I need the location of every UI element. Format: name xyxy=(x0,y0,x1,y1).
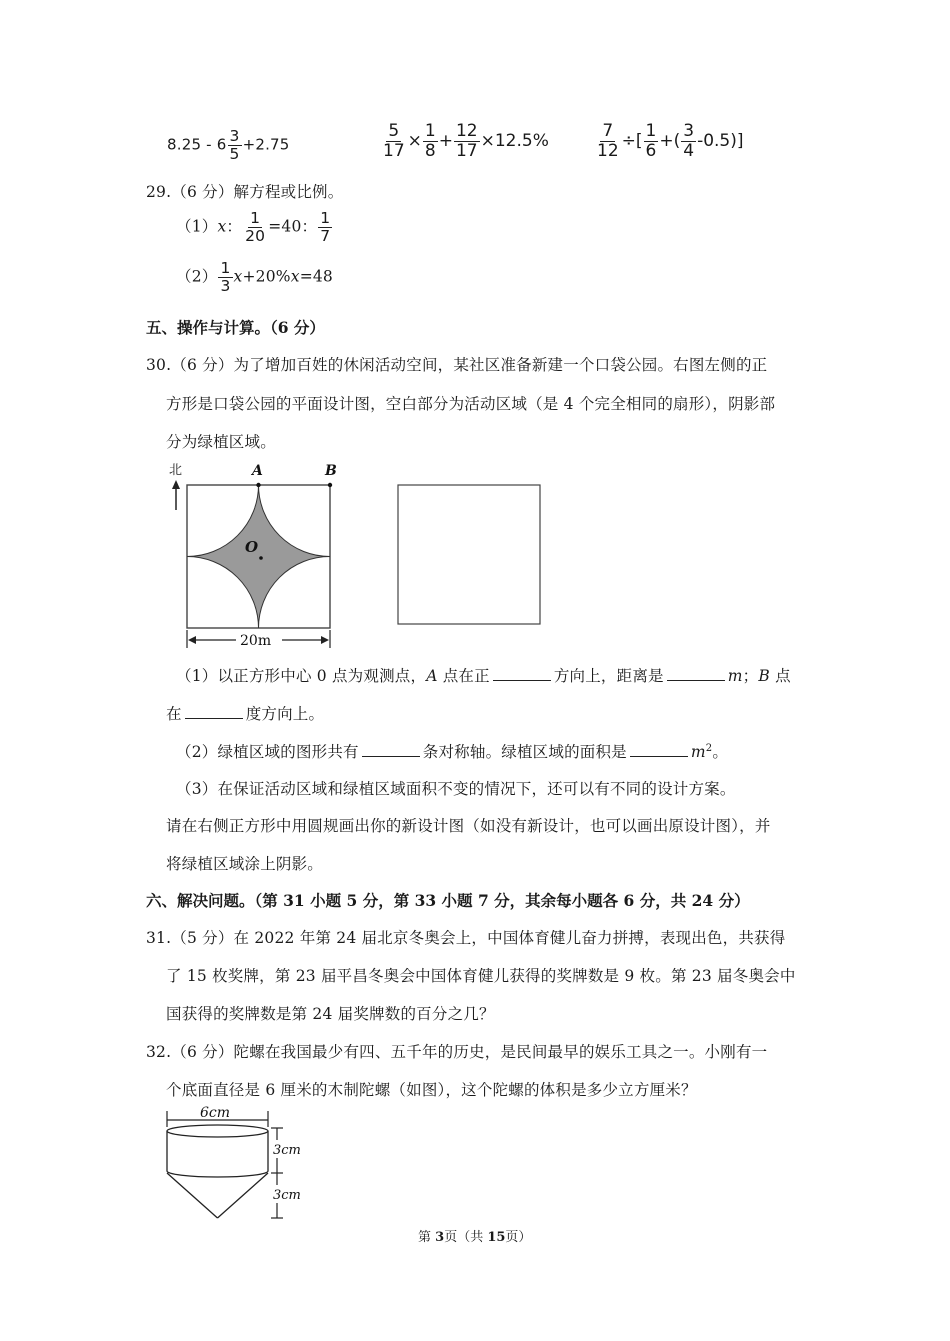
point-o-label: O xyxy=(245,538,259,556)
q30-sub3-line3: 将绿植区域涂上阴影。 xyxy=(166,855,324,873)
q30-line2: 方形是口袋公园的平面设计图，空白部分为活动区域（是 4 个完全相同的扇形），阴影部 xyxy=(166,395,776,413)
q29-p2-label: （2） xyxy=(176,267,218,286)
q29-p2-var: x xyxy=(233,267,243,286)
answer-blank-angle[interactable] xyxy=(185,704,243,719)
point-a-dot xyxy=(256,483,260,487)
cone-side-left xyxy=(167,1173,218,1218)
q29-p1-frac1: $\frac{1}{20}$ xyxy=(245,209,266,246)
calc-expr-1 xyxy=(167,128,290,163)
point-b-label: B xyxy=(325,463,337,479)
point-o-dot xyxy=(259,556,263,560)
footer-mid: 页（共 xyxy=(444,1230,488,1245)
park-design-figure xyxy=(160,458,550,658)
q30-s1-pre: （1）以正方形中心 0 点为观测点， xyxy=(176,667,427,685)
q31-line2: 了 15 枚奖牌，第 23 届平昌冬奥会中国体育健儿获得的奖牌数是 9 枚。第 23 届冬奥会中 xyxy=(166,967,796,985)
answer-blank-direction[interactable] xyxy=(493,666,551,681)
point-b-dot xyxy=(328,483,332,487)
expr1-a: 8.25 - 6 xyxy=(167,135,227,154)
q30-line1: 30.（6 分）为了增加百姓的休闲活动空间，某社区准备新建一个口袋公园。右图左侧的正 xyxy=(146,356,768,374)
north-arrow-head-icon xyxy=(172,480,180,489)
q29-p1-frac2: $\frac{1}{7}$ xyxy=(320,209,331,246)
point-a-label: A xyxy=(252,463,263,479)
q30-sub2 xyxy=(176,740,728,762)
height-label-cone: 3cm xyxy=(273,1188,301,1203)
q30-s2-end: 。 xyxy=(712,743,729,761)
q29-p1-var: x xyxy=(217,217,227,236)
expr1-fraction: $\frac{3}{5}$ xyxy=(229,127,240,164)
diameter-label: 6cm xyxy=(200,1105,231,1121)
cylinder-top xyxy=(167,1125,268,1137)
q29-stem: 29.（6 分）解方程或比例。 xyxy=(146,183,344,201)
spinning-top-figure xyxy=(160,1103,310,1228)
expr2-op2: + xyxy=(438,131,453,152)
expr3-tail: -0.5)] xyxy=(697,131,744,152)
footer-total-pages: 15 xyxy=(487,1230,506,1245)
q30-s1-unit: m xyxy=(727,667,743,685)
q30-sub3: （3）在保证活动区域和绿植区域面积不变的情况下，还可以有不同的设计方案。 xyxy=(176,780,736,798)
q30-line3: 分为绿植区域。 xyxy=(166,433,276,451)
q29-p2-tail: =48 xyxy=(299,267,333,286)
q30-s1b-end: 度方向上。 xyxy=(245,705,325,723)
q30-sub1-line1 xyxy=(176,664,791,686)
expr3-op1: ÷[ xyxy=(621,131,643,152)
width-arrow-left-icon xyxy=(188,636,196,644)
footer-pre: 第 xyxy=(418,1230,436,1245)
q32-line2: 个底面直径是 6 厘米的木制陀螺（如图），这个陀螺的体积是多少立方厘米？ xyxy=(166,1081,697,1099)
q30-s1-b: B xyxy=(758,667,770,685)
q29-part2 xyxy=(176,260,333,295)
q29-p2-var2: x xyxy=(290,267,300,286)
section6-title: 六、解决问题。（第 31 小题 5 分，第 33 小题 7 分，其余每小题各 6 分，共 24 分） xyxy=(146,891,750,910)
expr2-frac1: $\frac{5}{17}$ xyxy=(383,121,405,161)
answer-blank-area[interactable] xyxy=(630,742,688,757)
width-label: 20m xyxy=(240,633,272,649)
q30-s2-mid: 条对称轴。绿植区域的面积是 xyxy=(422,743,627,761)
q30-s1-a: A xyxy=(426,667,438,685)
q29-p2-frac: $\frac{1}{3}$ xyxy=(220,259,231,296)
calc-expr-2 xyxy=(380,122,549,160)
blank-design-square xyxy=(398,485,540,624)
q29-p1-colon: ： xyxy=(226,217,243,236)
q31-line1: 31.（5 分）在 2022 年第 24 届北京冬奥会上，中国体育健儿奋力拼搏，表现出色，共获得 xyxy=(146,929,786,947)
q30-s2-pre: （2）绿植区域的图形共有 xyxy=(176,743,359,761)
expr2-op3: ×12.5% xyxy=(480,131,549,152)
q31-line3: 国获得的奖牌数是第 24 届奖牌数的百分之几？ xyxy=(166,1005,495,1023)
footer-end: 页） xyxy=(505,1230,532,1245)
cylinder-bottom-arc xyxy=(167,1171,268,1177)
q30-s2-sup: 2 xyxy=(705,742,713,754)
expr2-frac3: $\frac{12}{17}$ xyxy=(455,121,478,161)
q30-sub1-line2 xyxy=(166,702,324,724)
q29-p1-label: （1） xyxy=(176,217,218,236)
expr3-frac3: $\frac{3}{4}$ xyxy=(683,121,695,161)
answer-blank-distance[interactable] xyxy=(667,666,725,681)
page-footer xyxy=(418,1226,531,1245)
expr2-frac2: $\frac{1}{8}$ xyxy=(424,121,436,161)
q32-line1: 32.（6 分）陀螺在我国最少有四、五千年的历史，是民间最早的娱乐工具之一。小刚有一 xyxy=(146,1043,768,1061)
q30-s1-end: 点 xyxy=(769,667,791,685)
calc-expr-3 xyxy=(594,122,744,160)
q30-s2-unit: m xyxy=(690,743,706,761)
expr3-frac1: $\frac{7}{12}$ xyxy=(597,121,619,161)
expr2-op1: × xyxy=(407,131,422,152)
cone-side-right xyxy=(218,1173,269,1218)
answer-blank-axes[interactable] xyxy=(362,742,420,757)
q30-sub3-line2: 请在右侧正方形中用圆规画出你的新设计图（如没有新设计，也可以画出原设计图），并 xyxy=(166,817,771,835)
expr1-b: +2.75 xyxy=(242,135,290,154)
width-arrow-right-icon xyxy=(321,636,329,644)
q29-p2-mid: +20% xyxy=(242,267,291,286)
footer-page-number: 3 xyxy=(435,1230,445,1245)
expr3-frac2: $\frac{1}{6}$ xyxy=(645,121,657,161)
q30-s1b-pre: 在 xyxy=(166,705,182,723)
north-label: 北 xyxy=(169,463,183,478)
q29-p1-mid: =40： xyxy=(268,217,318,236)
expr3-op2: +( xyxy=(659,131,681,152)
q30-s1-mid2: 方向上，距离是 xyxy=(553,667,664,685)
height-label-cylinder: 3cm xyxy=(273,1143,301,1158)
q29-part1 xyxy=(176,210,333,245)
q30-s1-sep: ； xyxy=(742,667,759,685)
section5-title: 五、操作与计算。（6 分） xyxy=(146,318,325,337)
q30-s1-mid: 点在正 xyxy=(437,667,490,685)
